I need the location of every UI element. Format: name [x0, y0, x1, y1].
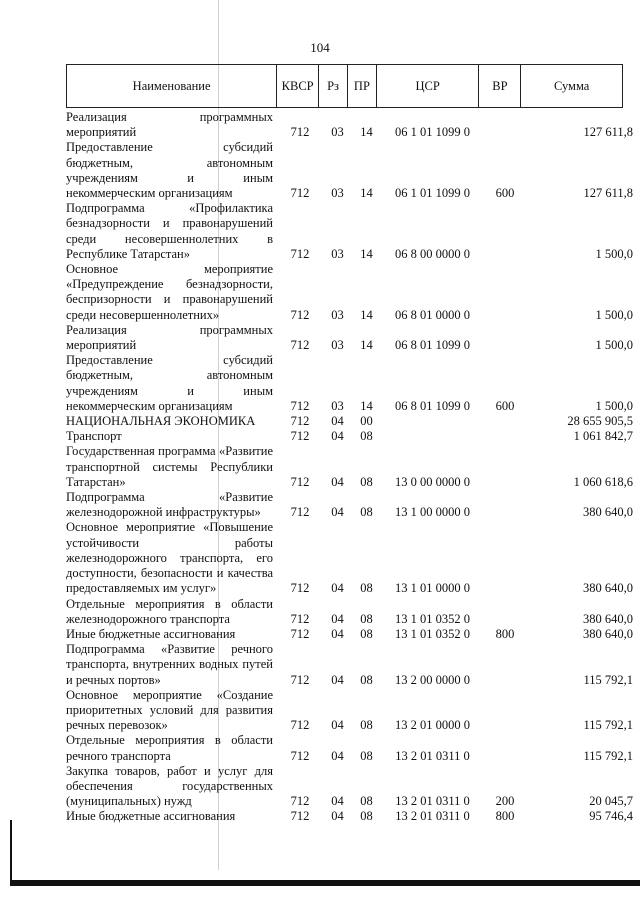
cell-sum: 115 792,1: [583, 718, 633, 733]
cell-rz: 03: [331, 398, 344, 413]
cell-kvsr: 712: [290, 246, 310, 261]
cell-sum: 380 640,0: [583, 505, 633, 520]
table-row: [66, 520, 636, 596]
cell-name: Основное мероприятие «Создание приоритетных условий для развития речных перевозок»: [66, 687, 273, 733]
cell-sum: 28 655 905,5: [567, 414, 633, 429]
cell-kvsr: 712: [290, 794, 310, 809]
cell-rz: 04: [331, 809, 344, 824]
cell-sum: 127 611,8: [583, 125, 633, 140]
table-row: [66, 110, 636, 140]
table-row: [66, 809, 636, 824]
cell-sum: 1 060 618,6: [573, 474, 633, 489]
header-kvsr: КВСР: [277, 65, 319, 107]
cell-csr: 13 1 00 0000 0: [395, 505, 470, 520]
cell-sum: 1 500,0: [595, 246, 633, 261]
cell-name: Государственная программа «Развитие транспортной системы Республики Татарстан»: [66, 444, 273, 489]
table-row: [66, 688, 636, 734]
cell-csr: 13 0 00 0000 0: [395, 474, 470, 489]
cell-sum: 380 640,0: [583, 626, 633, 641]
cell-pr: 08: [360, 429, 373, 444]
cell-kvsr: 712: [290, 672, 310, 687]
cell-rz: 04: [331, 581, 344, 596]
cell-pr: 14: [360, 246, 373, 261]
cell-kvsr: 712: [290, 338, 310, 353]
cell-rz: 04: [331, 626, 344, 641]
cell-name: Транспорт: [66, 429, 122, 444]
table-row: [66, 490, 636, 520]
cell-rz: 04: [331, 672, 344, 687]
table-row: [66, 429, 636, 444]
cell-vr: 800: [495, 809, 515, 824]
cell-csr: 06 1 01 1099 0: [395, 125, 470, 140]
cell-rz: 04: [331, 718, 344, 733]
page-number: 104: [310, 40, 330, 55]
cell-sum: 1 500,0: [595, 398, 633, 413]
cell-csr: 13 1 01 0352 0: [395, 611, 470, 626]
scan-bottom-edge: [12, 880, 640, 886]
table-row: [66, 140, 636, 201]
cell-name: Подпрограмма «Профилактика безнадзорности и правонарушений среди несовершеннолетних в Республике Татарстан»: [66, 201, 273, 261]
cell-pr: 08: [360, 809, 373, 824]
cell-name: Иные бюджетные ассигнования: [66, 809, 236, 824]
cell-sum: 1 061 842,7: [573, 429, 633, 444]
cell-kvsr: 712: [290, 398, 310, 413]
cell-name: Отдельные мероприятия в области речного транспорта: [66, 733, 273, 763]
cell-name: Подпрограмма «Развитие речного транспорта, внутренних водных путей и речных портов»: [66, 642, 273, 687]
cell-pr: 14: [360, 307, 373, 322]
cell-sum: 127 611,8: [583, 186, 633, 201]
cell-csr: 13 2 01 0311 0: [395, 748, 470, 763]
cell-vr: 200: [495, 794, 515, 809]
cell-kvsr: 712: [290, 718, 310, 733]
scan-left-edge: [10, 820, 12, 886]
cell-csr: 13 1 01 0000 0: [395, 581, 470, 596]
cell-sum: 380 640,0: [583, 611, 633, 626]
cell-pr: 08: [360, 626, 373, 641]
cell-pr: 08: [360, 794, 373, 809]
cell-pr: 14: [360, 186, 373, 201]
cell-kvsr: 712: [290, 809, 310, 824]
cell-sum: 95 746,4: [589, 809, 633, 824]
cell-csr: 13 2 01 0311 0: [395, 809, 470, 824]
cell-pr: 08: [360, 748, 373, 763]
cell-pr: 08: [360, 672, 373, 687]
cell-sum: 115 792,1: [583, 748, 633, 763]
cell-csr: 13 1 01 0352 0: [395, 626, 470, 641]
cell-kvsr: 712: [290, 748, 310, 763]
table-row: [66, 444, 636, 490]
header-sum: Сумма: [553, 78, 590, 93]
cell-name: Иные бюджетные ассигнования: [66, 626, 236, 641]
cell-csr: 06 8 01 1099 0: [395, 398, 470, 413]
header-rz: Рз: [319, 65, 348, 107]
cell-csr: 13 2 00 0000 0: [395, 672, 470, 687]
table-row: [66, 201, 636, 262]
cell-kvsr: 712: [290, 125, 310, 140]
cell-pr: 14: [360, 125, 373, 140]
cell-rz: 04: [331, 611, 344, 626]
table-row: [66, 597, 636, 627]
cell-sum: 380 640,0: [583, 581, 633, 596]
cell-rz: 04: [331, 748, 344, 763]
cell-kvsr: 712: [290, 581, 310, 596]
cell-rz: 03: [331, 186, 344, 201]
cell-csr: 06 8 01 0000 0: [395, 307, 470, 322]
cell-rz: 03: [331, 338, 344, 353]
cell-pr: 08: [360, 505, 373, 520]
cell-name: Основное мероприятие «Повышение устойчивости работы железнодорожного транспорта, его доступности, безопасности и качества предоставляемых им услуг»: [66, 520, 273, 596]
cell-rz: 04: [331, 474, 344, 489]
cell-sum: 1 500,0: [595, 338, 633, 353]
cell-pr: 14: [360, 338, 373, 353]
cell-csr: 13 2 01 0000 0: [395, 718, 470, 733]
cell-rz: 03: [331, 246, 344, 261]
cell-rz: 03: [331, 125, 344, 140]
cell-rz: 04: [331, 414, 344, 429]
cell-csr: 06 1 01 1099 0: [395, 186, 470, 201]
cell-kvsr: 712: [290, 611, 310, 626]
cell-rz: 04: [331, 429, 344, 444]
cell-name: Отдельные мероприятия в области железнодорожного транспорта: [66, 596, 273, 626]
cell-csr: 06 8 01 1099 0: [395, 338, 470, 353]
cell-pr: 08: [360, 718, 373, 733]
cell-sum: 1 500,0: [595, 307, 633, 322]
table-header: [66, 64, 623, 108]
cell-name: Подпрограмма «Развитие железнодорожной инфраструктуры»: [66, 490, 273, 520]
cell-rz: 03: [331, 307, 344, 322]
cell-kvsr: 712: [290, 186, 310, 201]
cell-name: Предоставление субсидий бюджетным, автономным учреждениям и иным некоммерческим организациям: [66, 140, 273, 201]
table-row: [66, 353, 636, 414]
cell-sum: 115 792,1: [583, 672, 633, 687]
cell-kvsr: 712: [290, 307, 310, 322]
cell-pr: 08: [360, 581, 373, 596]
cell-name: Предоставление субсидий бюджетным, автономным учреждениям и иным некоммерческим организациям: [66, 353, 273, 413]
cell-name: Реализация программных мероприятий: [66, 110, 273, 140]
cell-name: Закупка товаров, работ и услуг для обеспечения государственных (муниципальных) нужд: [66, 763, 273, 809]
table-row: [66, 262, 636, 323]
cell-vr: 600: [495, 186, 515, 201]
cell-name: НАЦИОНАЛЬНАЯ ЭКОНОМИКА: [66, 414, 256, 429]
cell-pr: 08: [360, 611, 373, 626]
cell-pr: 00: [360, 414, 373, 429]
cell-kvsr: 712: [290, 626, 310, 641]
table-row: [66, 642, 636, 688]
cell-csr: 13 2 01 0311 0: [395, 794, 470, 809]
header-name: Наименование: [67, 65, 277, 107]
cell-sum: 20 045,7: [589, 794, 633, 809]
cell-name: Основное мероприятие «Предупреждение безнадзорности, беспризорности и правонарушений среди несовершеннолетних»: [66, 262, 273, 322]
cell-kvsr: 712: [290, 474, 310, 489]
cell-kvsr: 712: [290, 429, 310, 444]
header-csr: ЦСР: [377, 65, 480, 107]
cell-kvsr: 712: [290, 505, 310, 520]
cell-pr: 14: [360, 398, 373, 413]
table-row: [66, 764, 636, 810]
cell-vr: 600: [495, 398, 515, 413]
cell-kvsr: 712: [290, 414, 310, 429]
header-pr: ПР: [348, 65, 377, 107]
cell-rz: 04: [331, 505, 344, 520]
header-vr: ВР: [479, 65, 521, 107]
cell-pr: 08: [360, 474, 373, 489]
table-row: [66, 323, 636, 353]
cell-vr: 800: [495, 626, 515, 641]
table-row: [66, 414, 636, 429]
table-body: [66, 110, 636, 825]
table-row: [66, 733, 636, 763]
cell-csr: 06 8 00 0000 0: [395, 246, 470, 261]
cell-name: Реализация программных мероприятий: [66, 322, 273, 353]
cell-rz: 04: [331, 794, 344, 809]
table-row: [66, 627, 636, 642]
